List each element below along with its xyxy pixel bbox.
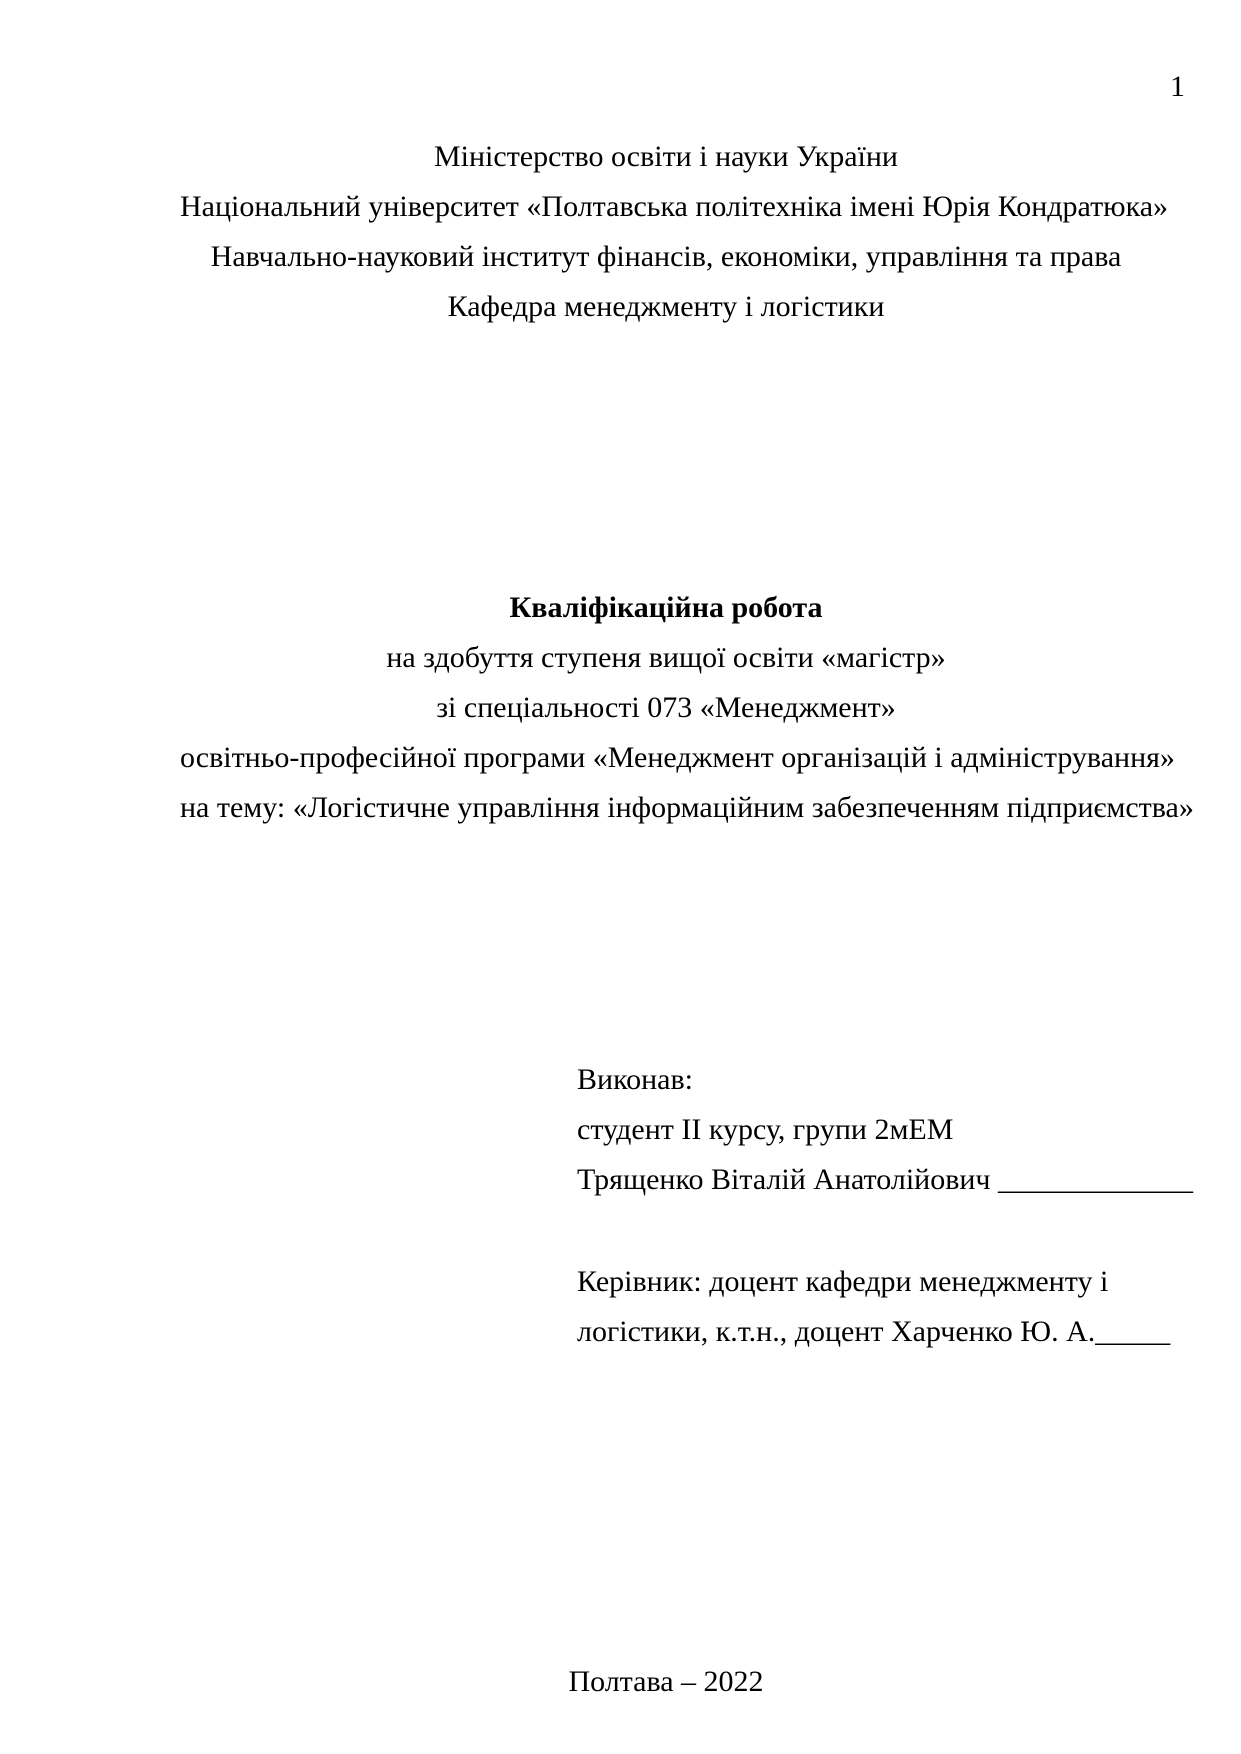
supervisor-line-2-signature: логістики, к.т.н., доцент Харченко Ю. А._____	[577, 1315, 1171, 1348]
specialty-line: зі спеціальності 073 «Менеджмент»	[436, 691, 896, 724]
executor-student-line: студент ІІ курсу, групи 2мЕМ	[577, 1113, 954, 1146]
city-year-footer	[180, 1657, 1152, 1707]
supervisor-block	[577, 1257, 1170, 1357]
program-line: освітньо-професійної програми «Менеджмент організацій і адміністрування»	[180, 741, 1175, 774]
supervisor-line-1: Керівник: доцент кафедри менеджменту і	[577, 1265, 1109, 1298]
thesis-title: Кваліфікаційна робота	[509, 591, 823, 624]
topic-line: на тему: «Логістичне управління інформаційним забезпеченням підприємства»	[180, 791, 1194, 824]
ministry-line: Міністерство освіти і науки України	[433, 140, 898, 173]
department-line: Кафедра менеджменту і логістики	[447, 290, 885, 323]
city-year-line: Полтава – 2022	[568, 1665, 764, 1698]
thesis-title-block	[180, 583, 1194, 833]
executor-name-signature-line: Трященко Віталій Анатолійович _____________	[577, 1163, 1194, 1196]
university-line: Національний університет «Полтавська політехніка імені Юрія Кондратюка»	[180, 190, 1169, 223]
university-header	[180, 132, 1169, 332]
institute-line: Навчально-науковий інститут фінансів, економіки, управління та права	[210, 240, 1122, 273]
degree-line: на здобуття ступеня вищої освіти «магістр»	[386, 641, 946, 674]
page-number: 1	[1170, 70, 1185, 103]
executor-label: Виконав:	[577, 1063, 693, 1096]
executor-block	[577, 1055, 1193, 1205]
